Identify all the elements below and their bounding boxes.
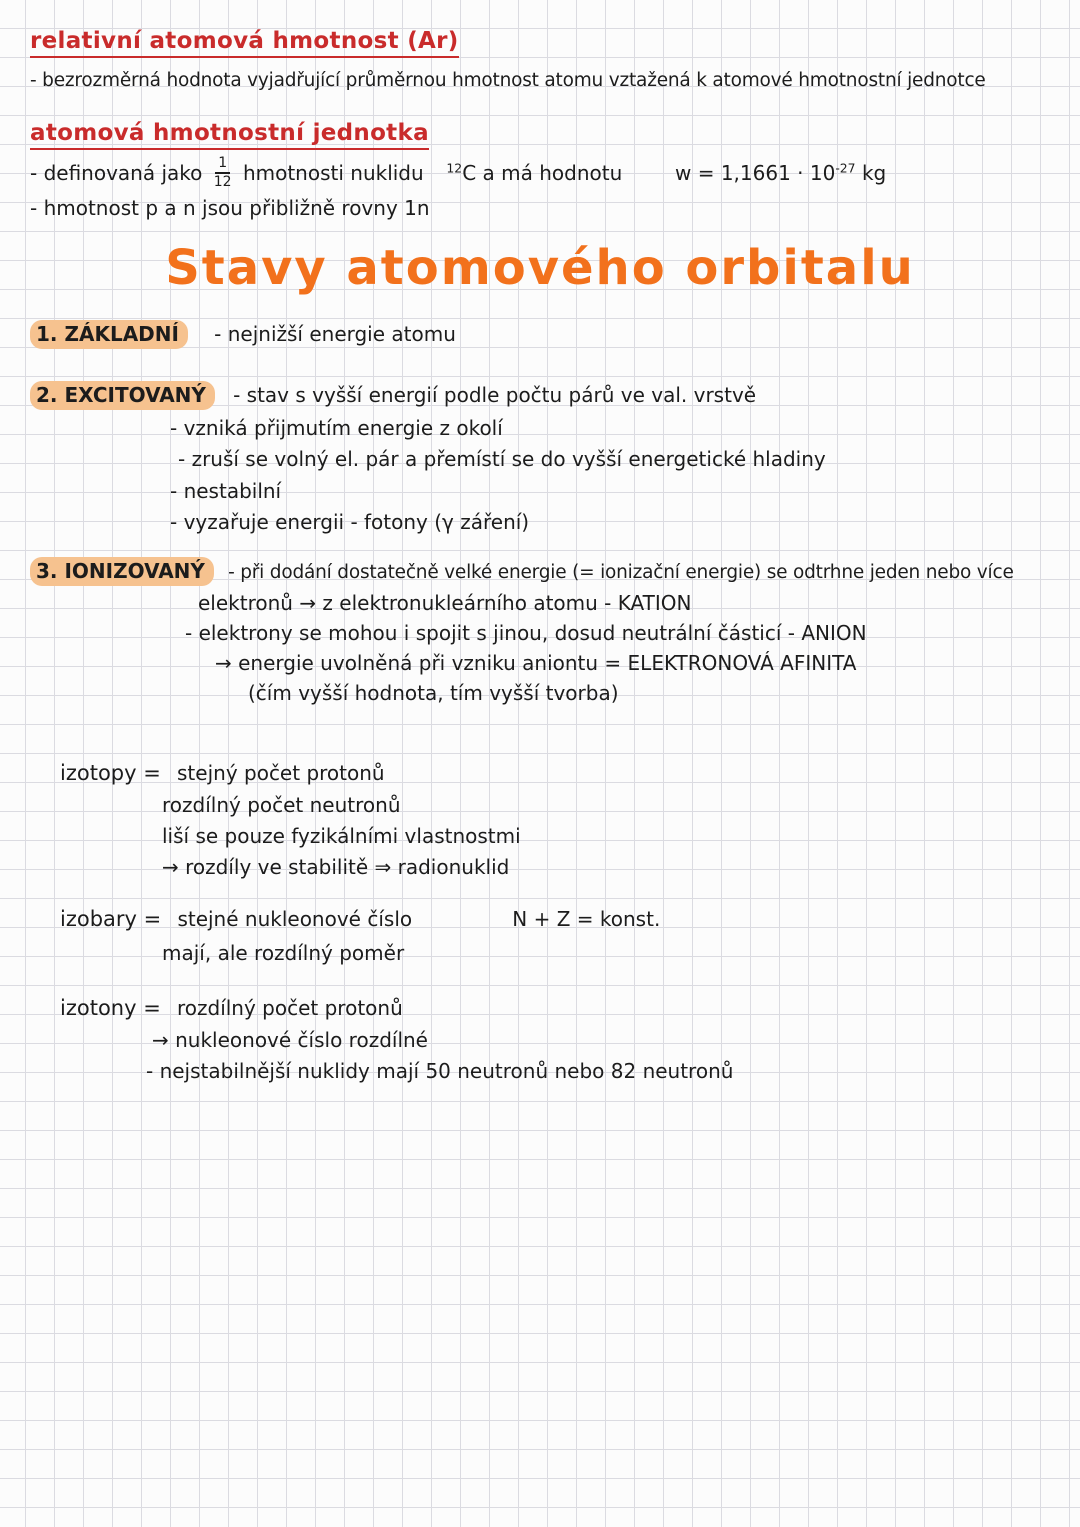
isobars-block (60, 903, 660, 969)
state-excited-line-1: - vzniká přijmutím energie z okolí (170, 415, 503, 440)
state-excited-line-3: - nestabilní (170, 478, 282, 503)
fraction-one-twelfth: $\frac{1}{12}$ (213, 155, 232, 190)
amu-def-post: a má hodnotu (482, 161, 623, 186)
isobars-line-0: stejné nukleonové číslo (177, 907, 413, 931)
amu-def-mid: hmotnosti nuklidu (242, 161, 424, 186)
isotones-line-0: rozdílný počet protonů (176, 996, 403, 1020)
state-basic-label: 1. ZÁKLADNÍ (30, 320, 188, 349)
state-ionized-line-3: → energie uvolněná při vzniku aniontu = ELEKTRONOVÁ AFINITA (215, 651, 857, 675)
state-excited (30, 380, 826, 539)
isotopes-line-1: rozdílný počet neutronů (162, 793, 401, 817)
relative-mass-definition: - bezrozměrná hodnota vyjadřující průměrnou hmotnost atomu vztažená k atomové hmotnostní jednotce (30, 70, 986, 91)
heading-relative-atomic-mass: relativní atomová hmotnost (Ar) (30, 28, 459, 58)
state-ionized-line-1: elektronů → z elektronukleárního atomu - KATION (198, 591, 692, 615)
isotopes-block (60, 758, 521, 883)
state-ionized-line-0: - při dodání dostatečně velké energie (= ionizační energie) se odtrhne jeden nebo více (228, 562, 1014, 583)
isotones-line-1: → nukleonové číslo rozdílné (152, 1028, 428, 1052)
state-excited-line-4: - vyzařuje energii - fotony (γ záření) (170, 510, 530, 534)
isobars-label: izobary = (60, 907, 162, 931)
isotones-block (60, 993, 733, 1087)
isotopes-line-0: stejný počet protonů (177, 761, 385, 785)
isotones-label: izotony = (60, 996, 161, 1020)
state-ionized-line-4: (čím vyšší hodnota, tím vyšší tvorba) (248, 681, 619, 705)
state-ionized (30, 556, 1014, 708)
isobars-formula: N + Z = konst. (512, 907, 661, 931)
state-excited-line-0: - stav s vyšší energií podle počtu párů ve val. vrstvě (233, 383, 757, 407)
isotopes-label: izotopy = (60, 761, 161, 785)
amu-mass-note: - hmotnost p a n jsou přibližně rovny 1n (30, 196, 430, 221)
isotopes-line-3: → rozdíly ve stabilitě ⇒ radionuklid (162, 855, 510, 879)
nuclide-carbon-12: $^{12}$C (446, 160, 477, 186)
state-basic-text: - nejnižší energie atomu (214, 322, 456, 346)
state-ionized-line-2: - elektrony se mohou i spojit s jinou, dosud neutrální částicí - ANION (185, 621, 867, 645)
section-relative-atomic-mass (30, 28, 986, 91)
state-excited-label: 2. EXCITOVANÝ (30, 381, 215, 410)
page-title: Stavy atomového orbitalu (165, 240, 915, 296)
amu-definition-line (30, 155, 887, 191)
state-basic (30, 322, 456, 346)
isotopes-line-2: liší se pouze fyzikálními vlastnostmi (162, 824, 521, 848)
amu-def-pre: - definovaná jako (30, 161, 203, 186)
heading-atomic-mass-unit: atomová hmotnostní jednotka (30, 120, 429, 150)
state-ionized-label: 3. IONIZOVANÝ (30, 557, 214, 586)
amu-value: $w = 1,1661 \cdot 10^{-27}$ kg (674, 160, 887, 186)
section-atomic-mass-unit (30, 120, 886, 220)
state-excited-line-2: - zruší se volný el. pár a přemístí se do vyšší energetické hladiny (178, 447, 826, 471)
isobars-line-1: mají, ale rozdílný poměr (162, 941, 405, 965)
isotones-line-2: - nejstabilnější nuklidy mají 50 neutronů nebo 82 neutronů (146, 1059, 734, 1083)
